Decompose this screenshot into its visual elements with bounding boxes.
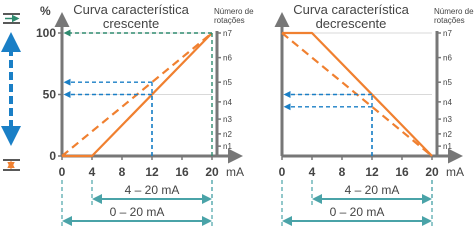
x-tick-label: 4 <box>308 165 316 179</box>
right-axis-label-line-1: Número de <box>434 7 474 16</box>
x-tick-label: 0 <box>58 165 66 179</box>
range-label: 4 – 20 mA <box>344 183 400 197</box>
x-tick-label: 4 <box>88 165 96 179</box>
right-tick-label: n7 <box>443 29 452 38</box>
right-tick-label: n4 <box>443 97 452 107</box>
y-tick-label: 100 <box>35 26 56 40</box>
x-tick-label: 16 <box>395 165 409 179</box>
right-axis-label-line-2: rotações <box>214 16 245 25</box>
right-axis-label-line-2: rotações <box>434 16 465 25</box>
right-tick-label: n2 <box>223 129 232 139</box>
right-tick-label: n3 <box>443 115 452 125</box>
y-tick-label: 50 <box>42 87 56 102</box>
right-tick-label: n6 <box>223 53 232 63</box>
x-tick-label: 16 <box>175 165 189 179</box>
x-tick-label: 0 <box>278 165 286 179</box>
x-axis-label: mA <box>446 165 464 179</box>
x-tick-label: 12 <box>145 165 159 179</box>
chart-title-line-2: decrescente <box>315 16 387 31</box>
x-tick-label: 8 <box>118 165 126 179</box>
right-tick-label: n5 <box>443 78 452 88</box>
chart-decreasing <box>279 2 474 229</box>
chart-title-line-2: crescente <box>102 16 160 31</box>
chart-title-line-1: Curva característica <box>293 2 409 17</box>
x-axis-label: mA <box>226 165 244 179</box>
right-tick-label: n1 <box>223 142 232 152</box>
right-tick-label: n4 <box>223 97 232 107</box>
right-tick-label: n1 <box>443 142 452 152</box>
x-tick-label: 20 <box>425 165 439 179</box>
x-tick-label: 12 <box>365 165 379 179</box>
chart-title-line-1: Curva característica <box>73 2 189 17</box>
right-tick-label: n3 <box>223 115 232 125</box>
chart-increasing <box>36 2 254 229</box>
y-tick-label: 0 <box>49 149 56 163</box>
range-label: 0 – 20 mA <box>109 205 165 219</box>
level-indicator <box>3 14 20 170</box>
right-tick-label: n7 <box>223 29 232 38</box>
right-tick-label: n2 <box>443 129 452 139</box>
right-axis-label-line-1: Número de <box>214 7 254 16</box>
right-tick-label: n6 <box>443 53 452 63</box>
range-label: 4 – 20 mA <box>124 183 180 197</box>
right-tick-label: n5 <box>223 78 232 88</box>
y-axis-label: % <box>40 4 51 18</box>
x-tick-label: 8 <box>338 165 346 179</box>
x-tick-label: 20 <box>205 165 219 179</box>
range-label: 0 – 20 mA <box>329 205 385 219</box>
